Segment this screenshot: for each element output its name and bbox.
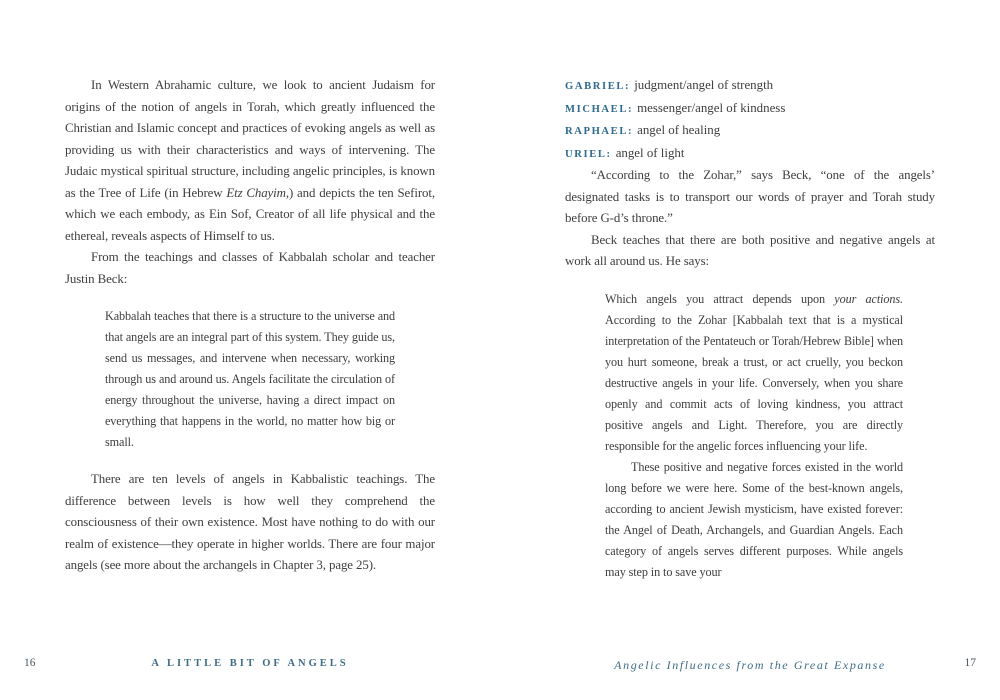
italic-phrase-etz-chayim: Etz Chayim [226,185,286,200]
paragraph-western-abrahamic [65,75,435,247]
italic-phrase-your-actions: your actions. [834,291,903,306]
paragraph-teachings-intro: From the teachings and classes of Kabbalah scholar and teacher Justin Beck: [65,250,435,286]
left-running-title: A LITTLE BIT OF ANGELS [151,658,349,669]
right-running-title: Angelic Influences from the Great Expanse [614,658,886,672]
angel-description: angel of light [615,145,685,160]
quote-paragraph-forces: These positive and negative forces existed in the world long before we were here. Some of the best-known angels, according to ancient Jewish mysticism, have existed forever: the Angel of Death, Archangels, and Guardian Angels. Each category of angels serves different purposes. While angels may step in to save your [605,459,903,579]
left-page-number: 16 [24,657,36,669]
angel-description: messenger/angel of kindness [637,100,786,115]
left-page [65,75,435,577]
paragraph-ten-levels: There are ten levels of angels in Kabbalistic teachings. The difference between levels is how well they comprehend the consciousness of their own existence. Most have nothing to do with our realm of existence—they operate in higher worlds. There are four major angels (see more about the archangels in Chapter 3, page 25). [65,472,435,572]
quote-text: Which angels you attract depends upon [605,291,835,306]
angel-name-label: GABRIEL: [565,81,631,92]
angel-list-item-uriel [565,143,935,166]
angel-list-item-michael [565,98,935,121]
quote-text: According to the Zohar [Kabbalah text that is a mystical interpretation of the Pentateuch or Torah/Hebrew Bible] when you hurt someone, break a trust, or act cruelly, you beckon destructive angels in your life. Conversely, when you share openly and commit acts of loving kindness, you attract positive angels and Light. Therefore, you are directly responsible for the angelic forces influencing your life. [605,312,903,453]
right-page [565,75,935,599]
right-page-number: 17 [964,657,976,669]
paragraph-zohar-quote: “According to the Zohar,” says Beck, “one of the angels’ designated tasks is to transport our words of prayer and Torah study before G-d’s throne.” [565,168,935,225]
angel-name-label: URIEL: [565,148,612,160]
angel-description: angel of healing [637,123,721,137]
angel-name-label: RAPHAEL: [565,126,634,137]
quote-paragraph-which-angels [605,289,903,457]
paragraph-beck-teaches: Beck teaches that there are both positive and negative angels at work all around us. He says: [565,232,935,268]
block-quote-beck [605,289,903,583]
angel-list-item-gabriel [565,75,935,98]
angel-list [565,75,935,165]
paragraph-text: ,) and depicts the ten Sefirot, which we each embody, as Ein Sof, Creator of all life physical and the ethereal, reveals aspects of Himself to us. [65,185,435,243]
angel-description: judgment/angel of strength [634,78,774,92]
paragraph-text: In Western Abrahamic culture, we look to ancient Judaism for origins of the notion of angels in Torah, which greatly influenced the Christian and Islamic concept and practices of evoking angels as well as providing us with their characteristics and ways of intervening. The Judaic mystical spiritual structure, including angelic principles, is known as the Tree of Life (in Hebrew [65,78,435,200]
block-quote-kabbalah: Kabbalah teaches that there is a structure to the universe and that angels are an integral part of this system. They guide us, send us messages, and intervene when necessary, working through us and around us. Angels facilitate the circulation of energy throughout the universe, having a direct impact on everything that happens in the world, no matter how big or small. [105,309,395,449]
angel-name-label: MICHAEL: [565,103,634,115]
angel-list-item-raphael [565,120,935,143]
